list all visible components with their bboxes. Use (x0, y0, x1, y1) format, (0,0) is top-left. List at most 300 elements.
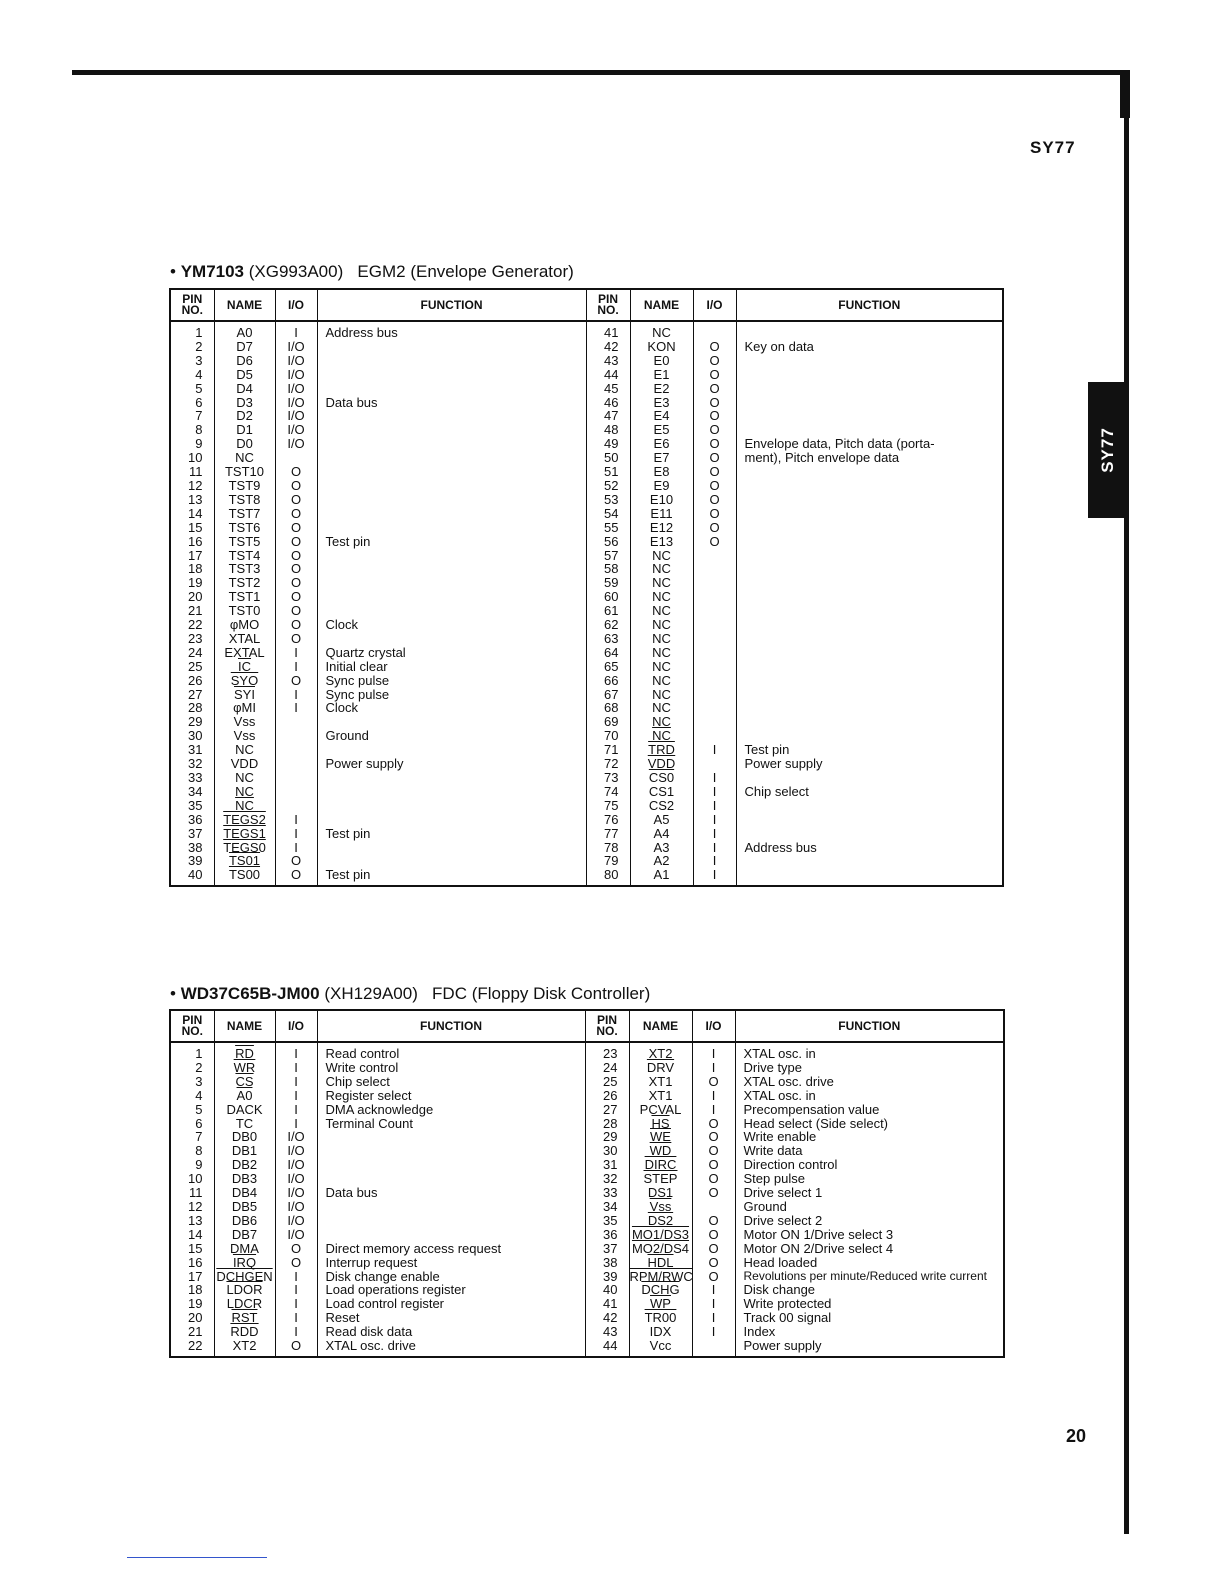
pin-name: E9 (630, 479, 693, 493)
pin-io (693, 632, 736, 646)
pin-function: Ground (735, 1200, 1004, 1214)
pin-name: XT2 (214, 1339, 275, 1353)
pin-number: 44 (586, 368, 630, 382)
pin-function: Index (735, 1325, 1004, 1339)
pin-function: Power supply (317, 757, 586, 771)
pin-function (736, 535, 1003, 549)
pin-number: 58 (586, 562, 630, 576)
pin-number: 55 (586, 521, 630, 535)
pin-name: TST2 (214, 576, 275, 590)
pin-number: 40 (188, 867, 203, 883)
pin-number: 20 (188, 1310, 203, 1326)
pin-io: I (693, 868, 736, 882)
pin-name: NC (214, 743, 275, 757)
table-row (170, 688, 1003, 702)
pin-function: Address bus (317, 321, 586, 340)
pin-io (275, 743, 317, 757)
pin-name: E10 (630, 493, 693, 507)
pin-io: I (693, 799, 736, 813)
pin-number: 30 (188, 728, 203, 744)
section-title-fdc: • WD37C65B-JM00 (XH129A00) FDC (Floppy Disk Controller) (170, 984, 651, 1003)
pin-function: Load operations register (317, 1283, 585, 1297)
pin-number: 68 (586, 701, 630, 715)
pin-io: O (275, 479, 317, 493)
pin-name: $\overline{RD}$ (214, 1042, 275, 1061)
pin-name: D0 (214, 437, 275, 451)
table-row (170, 660, 1003, 674)
col-name: NAME (214, 1010, 275, 1042)
pin-function (736, 493, 1003, 507)
pin-number: 12 (188, 1198, 203, 1214)
pin-io: I/O (275, 382, 317, 396)
pin-number: 30 (585, 1144, 629, 1158)
pin-function: Precompensation value (735, 1103, 1004, 1117)
pin-number: 10 (188, 1171, 203, 1187)
table-row (170, 1228, 1004, 1242)
pin-number: 12 (188, 477, 203, 493)
pin-name: E8 (630, 465, 693, 479)
table-row (170, 646, 1003, 660)
pin-number: 18 (188, 561, 203, 577)
pin-io: I (275, 701, 317, 715)
pin-io: I/O (275, 1228, 317, 1242)
pin-number: 13 (188, 491, 203, 507)
part-number: WD37C65B-JM00 (180, 984, 320, 1003)
pin-io: I (692, 1042, 735, 1061)
table-row (170, 465, 1003, 479)
pin-number: 20 (188, 589, 203, 605)
pin-number: 23 (188, 630, 203, 646)
pin-number: 76 (586, 813, 630, 827)
pin-number: 33 (188, 770, 203, 785)
pin-io (693, 729, 736, 743)
table-row (170, 368, 1003, 382)
pin-name: NC (630, 576, 693, 590)
table-row (170, 743, 1003, 757)
table-row (170, 729, 1003, 743)
pin-number: 77 (586, 827, 630, 841)
pin-number: 25 (585, 1075, 629, 1089)
pin-name: XTAL (214, 632, 275, 646)
pin-function (736, 576, 1003, 590)
pin-function: Envelope data, Pitch data (porta- (736, 437, 1003, 451)
pin-number: 47 (586, 409, 630, 423)
pin-name: D1 (214, 423, 275, 437)
pin-function (317, 437, 586, 451)
pin-number: 10 (188, 450, 203, 466)
pin-number: 67 (586, 688, 630, 702)
pin-io: O (692, 1228, 735, 1242)
pin-number: 49 (586, 437, 630, 451)
pin-name: $\overline{CS}$ (214, 1075, 275, 1089)
col-function: FUNCTION (317, 1010, 585, 1042)
pin-number: 75 (586, 799, 630, 813)
pin-number: 52 (586, 479, 630, 493)
pin-io: I (275, 660, 317, 674)
pin-function (736, 646, 1003, 660)
pin-table-egm2 (169, 288, 1004, 887)
pin-name: DB0 (214, 1130, 275, 1144)
pin-function (317, 841, 586, 855)
pin-function (317, 1228, 585, 1242)
pin-function: Write data (735, 1144, 1004, 1158)
pin-name: TST5 (214, 535, 275, 549)
pin-function: Key on data (736, 340, 1003, 354)
table-row (170, 1214, 1004, 1228)
pin-function (317, 1200, 585, 1214)
pin-io (275, 757, 317, 771)
pin-function: Read disk data (317, 1325, 585, 1339)
pin-name: NC (214, 771, 275, 785)
pin-name: TR00 (629, 1311, 692, 1325)
pin-name: NC (630, 715, 693, 729)
col-function: FUNCTION (317, 289, 586, 321)
pin-io: I (275, 1089, 317, 1103)
pin-name: $\overline{HS}$ (629, 1117, 692, 1131)
pin-name: $\overline{WP}$ (629, 1297, 692, 1311)
pin-name: $\overline{RDD}$ (214, 1325, 275, 1339)
pin-name: MO1/DS3 (629, 1228, 692, 1242)
pin-io: I (275, 827, 317, 841)
pin-number: 14 (188, 505, 203, 521)
pin-io: O (275, 632, 317, 646)
pin-function (317, 785, 586, 799)
pin-io (275, 771, 317, 785)
pin-number: 28 (188, 700, 203, 716)
table-row (170, 1144, 1004, 1158)
pin-name: $\overline{WE}$ (629, 1130, 692, 1144)
pin-function (317, 423, 586, 437)
pin-name: NC (630, 604, 693, 618)
pin-io: O (692, 1214, 735, 1228)
pin-name: DB1 (214, 1144, 275, 1158)
pin-table-body (170, 1042, 1004, 1357)
pin-io: I (692, 1283, 735, 1297)
pin-io: O (275, 854, 317, 868)
pin-number: 7 (195, 408, 203, 424)
pin-table-body (170, 321, 1003, 886)
pin-name: $\overline{WD}$ (629, 1144, 692, 1158)
part-number: YM7103 (180, 262, 245, 281)
pin-name: DS2 (629, 1214, 692, 1228)
pin-number: 32 (585, 1172, 629, 1186)
pin-io: I/O (275, 409, 317, 423)
col-function: FUNCTION (736, 289, 1003, 321)
table-row (170, 771, 1003, 785)
padding-cell (629, 1353, 692, 1357)
pin-name: TS01 (214, 854, 275, 868)
pin-io: I/O (275, 1200, 317, 1214)
part-code: (XH129A00) (324, 984, 418, 1003)
pin-number: 26 (585, 1089, 629, 1103)
pin-io (693, 604, 736, 618)
pin-number: 54 (586, 507, 630, 521)
pin-number: 28 (585, 1117, 629, 1131)
pin-name: NC (630, 674, 693, 688)
pin-function (317, 1172, 585, 1186)
table-row (170, 1270, 1004, 1284)
padding-cell (317, 882, 586, 886)
pin-function (736, 688, 1003, 702)
pin-function: Direct memory access request (317, 1242, 585, 1256)
table-row (170, 521, 1003, 535)
table-row (170, 1075, 1004, 1089)
pin-function: Drive type (735, 1061, 1004, 1075)
pin-function (317, 1214, 585, 1228)
pin-io (693, 590, 736, 604)
pin-function (736, 549, 1003, 563)
page-number: 20 (1066, 1426, 1087, 1446)
pin-name: DCHG (629, 1283, 692, 1297)
col-io: I/O (275, 289, 317, 321)
pin-name: D4 (214, 382, 275, 396)
pin-function: Load control register (317, 1297, 585, 1311)
pin-function (317, 590, 586, 604)
pin-function (317, 854, 586, 868)
pin-function (736, 507, 1003, 521)
pin-function: ment), Pitch envelope data (736, 451, 1003, 465)
padding-cell (692, 1353, 735, 1357)
pin-io (275, 799, 317, 813)
part-description: EGM2 (Envelope Generator) (357, 262, 574, 281)
part-description: FDC (Floppy Disk Controller) (432, 984, 651, 1003)
pin-name: DB3 (214, 1172, 275, 1186)
pin-name: E2 (630, 382, 693, 396)
table-row (170, 1103, 1004, 1117)
pin-name: XT2 (629, 1042, 692, 1061)
pin-number: 11 (189, 1185, 203, 1201)
pin-name: A5 (630, 813, 693, 827)
pin-function: Write protected (735, 1297, 1004, 1311)
pin-name: NC (630, 321, 693, 340)
table-row (170, 1256, 1004, 1270)
pin-function: Initial clear (317, 660, 586, 674)
pin-io: I (275, 1061, 317, 1075)
pin-io: O (692, 1158, 735, 1172)
pin-io: I (275, 813, 317, 827)
pin-io: I/O (275, 1130, 317, 1144)
pin-function: Write enable (735, 1130, 1004, 1144)
col-pin-no: PIN NO. (585, 1010, 629, 1042)
pin-io: O (275, 618, 317, 632)
pin-function (317, 576, 586, 590)
pin-name: $\overline{SYO}$ (214, 674, 275, 688)
pin-io: I (275, 1103, 317, 1117)
pin-name: A0 (214, 1089, 275, 1103)
pin-io (693, 688, 736, 702)
pin-name: Vss (214, 729, 275, 743)
table-row (170, 321, 1003, 340)
pin-name: TST7 (214, 507, 275, 521)
pin-name: Vss (214, 715, 275, 729)
pin-number: 43 (586, 354, 630, 368)
pin-number: 11 (189, 464, 203, 480)
pin-io: I (275, 646, 317, 660)
pin-function (736, 715, 1003, 729)
table-row (170, 1117, 1004, 1131)
pin-io: I/O (275, 368, 317, 382)
table-row (170, 1089, 1004, 1103)
pin-number: 18 (188, 1282, 203, 1298)
pin-function: Disk change (735, 1283, 1004, 1297)
pin-number: 73 (586, 771, 630, 785)
table-row (170, 785, 1003, 799)
pin-function: Test pin (317, 827, 586, 841)
pin-io (693, 549, 736, 563)
pin-name: DIRC (629, 1158, 692, 1172)
pin-function: XTAL osc. in (735, 1042, 1004, 1061)
pin-io: I (692, 1311, 735, 1325)
pin-function (317, 562, 586, 576)
pin-number: 16 (188, 533, 203, 549)
pin-io: I (275, 1042, 317, 1061)
pin-io (693, 674, 736, 688)
pin-number: 24 (188, 644, 203, 660)
table-row (170, 799, 1003, 813)
pin-name: Vcc (629, 1339, 692, 1353)
pin-function (317, 1130, 585, 1144)
pin-function: DMA acknowledge (317, 1103, 585, 1117)
pin-function: Clock (317, 701, 586, 715)
pin-io: I/O (275, 340, 317, 354)
pin-function: Register select (317, 1089, 585, 1103)
pin-io: O (275, 465, 317, 479)
pin-name: DS1 (629, 1186, 692, 1200)
pin-number: 66 (586, 674, 630, 688)
table-row (170, 507, 1003, 521)
pin-name: KON (630, 340, 693, 354)
pin-io: O (693, 535, 736, 549)
pin-number: 1 (195, 325, 203, 340)
pin-name: D7 (214, 340, 275, 354)
pin-name: A0 (214, 321, 275, 340)
pin-name: NC (630, 646, 693, 660)
table-row (170, 1042, 1004, 1061)
table-row (170, 1158, 1004, 1172)
pin-io (693, 715, 736, 729)
pin-io: I (692, 1297, 735, 1311)
pin-number: 31 (188, 742, 203, 758)
pin-name: $\overline{WR}$ (214, 1061, 275, 1075)
pin-name: $\overline{TRD}$ (630, 743, 693, 757)
pin-io (693, 757, 736, 771)
table-row (170, 479, 1003, 493)
pin-io: I/O (275, 1214, 317, 1228)
pin-function: XTAL osc. in (735, 1089, 1004, 1103)
pin-function: Write control (317, 1061, 585, 1075)
pin-name: DB7 (214, 1228, 275, 1242)
pin-name: TST8 (214, 493, 275, 507)
table-row (170, 868, 1003, 882)
pin-name: D2 (214, 409, 275, 423)
pin-function (736, 701, 1003, 715)
pin-name: TEGS1 (214, 827, 275, 841)
col-io: I/O (275, 1010, 317, 1042)
pin-function: Head loaded (735, 1256, 1004, 1270)
pin-io: O (275, 493, 317, 507)
pin-io (693, 562, 736, 576)
pin-number: 60 (586, 590, 630, 604)
pin-name: $\overline{Vss}$ (629, 1200, 692, 1214)
pin-io (693, 321, 736, 340)
pin-number: 63 (586, 632, 630, 646)
pin-io: I (692, 1103, 735, 1117)
pin-io: O (692, 1130, 735, 1144)
pin-number: 17 (188, 547, 203, 563)
pin-function (736, 799, 1003, 813)
pin-function: Quartz crystal (317, 646, 586, 660)
padding-cell (275, 882, 317, 886)
pin-io: O (275, 674, 317, 688)
pin-io: I (693, 841, 736, 855)
pin-io: I/O (275, 1172, 317, 1186)
pin-number: 39 (188, 853, 203, 869)
pin-name: NC (214, 451, 275, 465)
pin-number: 59 (586, 576, 630, 590)
pin-function (736, 813, 1003, 827)
table-row (170, 1200, 1004, 1214)
pin-io: O (693, 437, 736, 451)
col-io: I/O (693, 289, 736, 321)
pin-number: 22 (188, 1338, 203, 1354)
pin-function (317, 479, 586, 493)
padding-cell (586, 882, 630, 886)
pin-number: 15 (188, 1240, 203, 1256)
pin-number: 29 (585, 1130, 629, 1144)
table-row (170, 1242, 1004, 1256)
pin-function (736, 771, 1003, 785)
pin-name: DB2 (214, 1158, 275, 1172)
pin-name: E13 (630, 535, 693, 549)
pin-number: 19 (188, 1296, 203, 1312)
pin-number: 79 (586, 854, 630, 868)
pin-function (317, 632, 586, 646)
pin-number: 37 (585, 1242, 629, 1256)
pin-function (736, 854, 1003, 868)
pin-name: $\overline{NC}$ (214, 799, 275, 813)
pin-io: O (275, 1256, 317, 1270)
pin-name: TC (214, 1117, 275, 1131)
pin-io (275, 715, 317, 729)
pin-name: TST1 (214, 590, 275, 604)
pin-function (317, 507, 586, 521)
pin-number: 45 (586, 382, 630, 396)
pin-number: 74 (586, 785, 630, 799)
pin-name: E11 (630, 507, 693, 521)
pin-function: XTAL osc. drive (317, 1339, 585, 1353)
pin-number: 44 (585, 1339, 629, 1353)
pin-function (317, 604, 586, 618)
pin-number: 38 (188, 839, 203, 855)
model-header: SY77 (1030, 138, 1076, 157)
pin-io (692, 1339, 735, 1353)
pin-function: Sync pulse (317, 674, 586, 688)
pin-name: NC (630, 618, 693, 632)
pin-function (736, 674, 1003, 688)
pin-name: $\overline{NC}$ (630, 729, 693, 743)
pin-io (692, 1200, 735, 1214)
pin-io: I (275, 1117, 317, 1131)
table-padding-row (170, 1353, 1004, 1357)
pin-number: 6 (195, 1115, 203, 1131)
pin-name: STEP (629, 1172, 692, 1186)
pin-number: 36 (188, 811, 203, 827)
pin-number: 62 (586, 618, 630, 632)
pin-number: 8 (195, 1143, 203, 1159)
pin-number: 5 (195, 380, 203, 396)
pin-io: I (692, 1089, 735, 1103)
pin-function (317, 521, 586, 535)
